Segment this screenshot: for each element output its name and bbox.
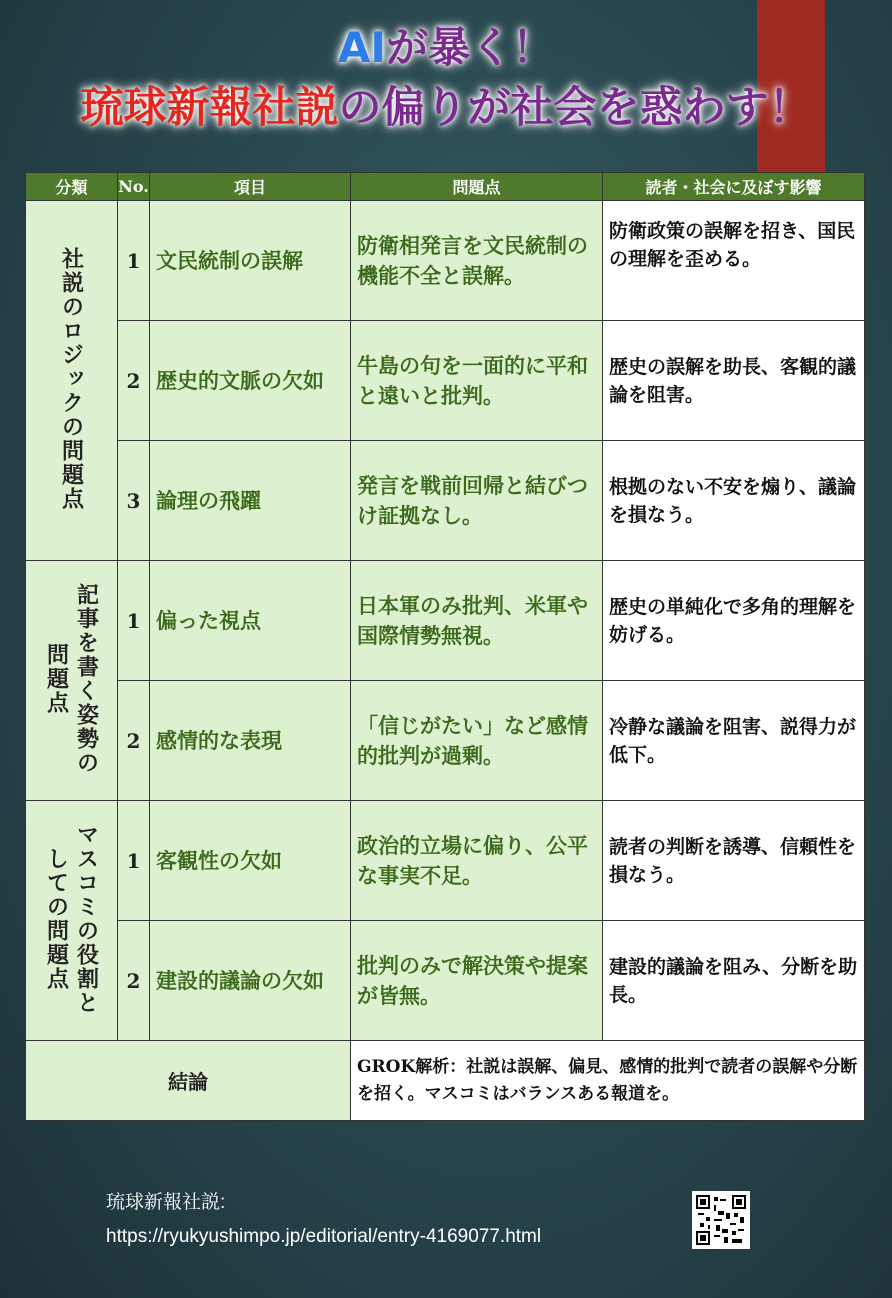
row-item: 客観性の欠如 [150,801,351,921]
row-item: 論理の飛躍 [150,441,351,561]
headline-line-1-rest: が暴く！ [386,23,555,72]
headline-line-2 [0,80,892,136]
header-impact: 読者・社会に及ぼす影響 [603,173,865,201]
row-number: 1 [118,201,150,321]
table-row [26,801,865,921]
category-label: 記事を書く姿勢の問題点 [43,582,100,775]
row-problem: 発言を戦前回帰と結びつけ証拠なし。 [351,441,603,561]
table-row [26,441,865,561]
conclusion-row [26,1041,865,1121]
header-category: 分類 [26,173,118,201]
headline-ai: AI [337,23,387,72]
analysis-table [25,172,865,1121]
row-item: 偏った視点 [150,561,351,681]
table-header-row [26,173,865,201]
row-item: 建設的議論の欠如 [150,921,351,1041]
row-impact: 歴史の単純化で多角的理解を妨げる。 [603,561,865,681]
table-row [26,921,865,1041]
row-impact: 冷静な議論を阻害、説得力が低下。 [603,681,865,801]
row-problem: 防衛相発言を文民統制の機能不全と誤解。 [351,201,603,321]
category-cell [26,561,118,801]
row-impact: 根拠のない不安を煽り、議論を損なう。 [603,441,865,561]
table-row [26,681,865,801]
qr-code-icon[interactable] [692,1191,750,1249]
source-block [106,1186,541,1254]
row-number: 1 [118,561,150,681]
row-impact: 読者の判断を誘導、信頼性を損なう。 [603,801,865,921]
header-item: 項目 [150,173,351,201]
category-label: 社説のロジックの問題点 [58,246,85,511]
conclusion-label: 結論 [26,1041,351,1121]
category-cell [26,801,118,1041]
table-row [26,201,865,321]
header-problem: 問題点 [351,173,603,201]
headline-line-2-rest: の偏りが社会を惑わす！ [338,83,812,133]
header-no: No. [118,173,150,201]
row-item: 文民統制の誤解 [150,201,351,321]
row-impact: 歴史の誤解を助長、客観的議論を阻害。 [603,321,865,441]
row-item: 感情的な表現 [150,681,351,801]
row-number: 2 [118,681,150,801]
headline-line-1 [0,22,892,74]
row-problem: 批判のみで解決策や提案が皆無。 [351,921,603,1041]
row-problem: 政治的立場に偏り、公平な事実不足。 [351,801,603,921]
table-row [26,321,865,441]
row-problem: 牛島の句を一面的に平和と遠いと批判。 [351,321,603,441]
row-problem: 日本軍のみ批判、米軍や国際情勢無視。 [351,561,603,681]
row-number: 2 [118,921,150,1041]
source-url[interactable]: https://ryukyushimpo.jp/editorial/entry-4169077.html [106,1226,542,1247]
source-label: 琉球新報社説: [106,1192,226,1213]
row-impact: 建設的議論を阻み、分断を助長。 [603,921,865,1041]
category-label: マスコミの役割としての問題点 [43,822,100,1015]
conclusion-text: GROK解析：社説は誤解、偏見、感情的批判で読者の誤解や分断を招く。マスコミはバランスある報道を。 [351,1041,865,1121]
row-number: 2 [118,321,150,441]
row-number: 1 [118,801,150,921]
row-impact: 防衛政策の誤解を招き、国民の理解を歪める。 [603,201,865,321]
row-problem: 「信じがたい」など感情的批判が過剰。 [351,681,603,801]
row-item: 歴史的文脈の欠如 [150,321,351,441]
headline-newspaper: 琉球新報社説 [80,83,339,133]
row-number: 3 [118,441,150,561]
category-cell [26,201,118,561]
table-row [26,561,865,681]
